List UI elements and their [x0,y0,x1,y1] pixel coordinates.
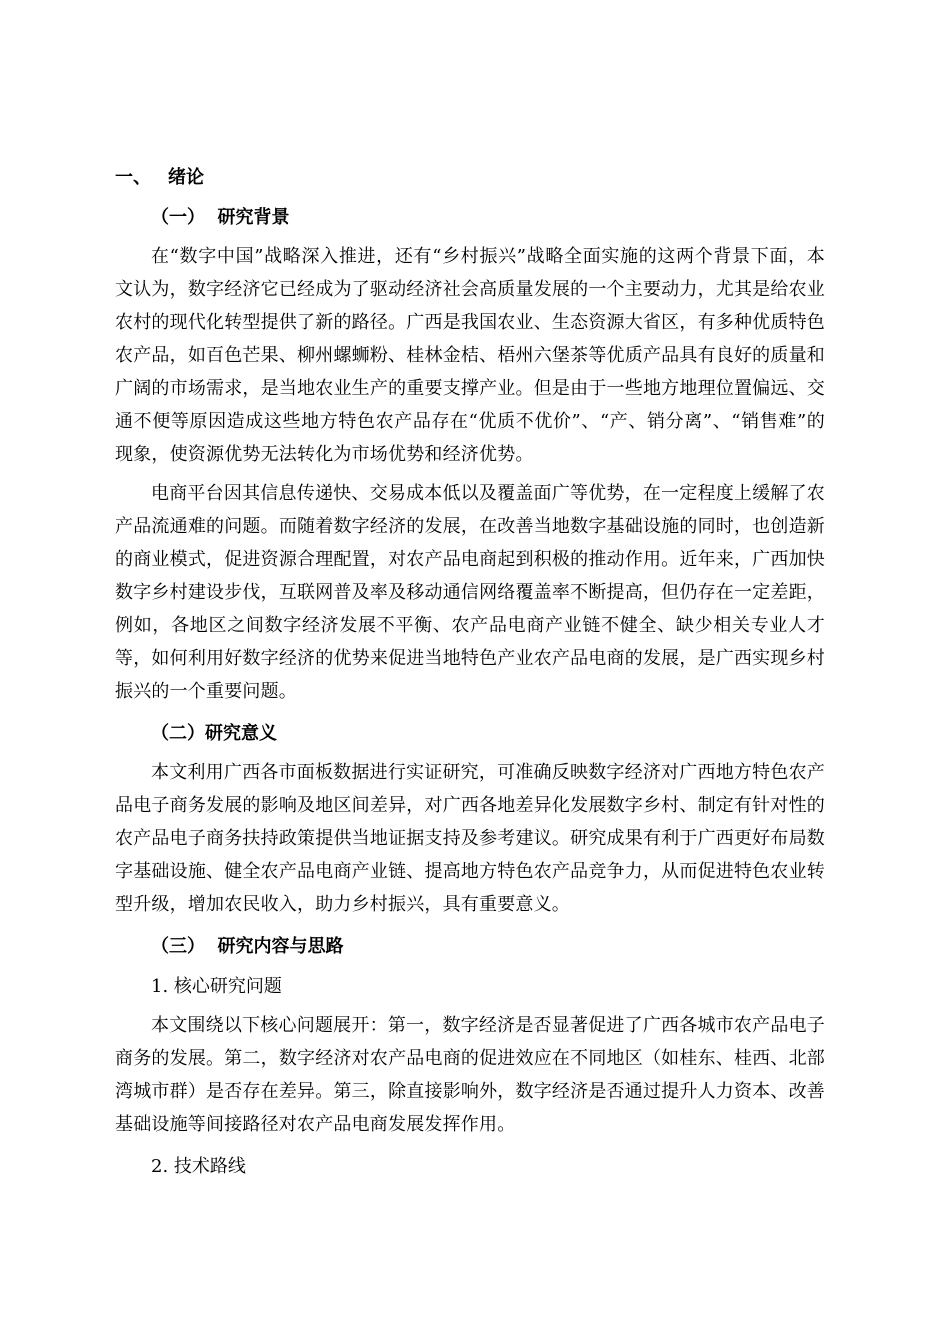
section-heading-background [151,200,825,236]
paragraph-background-2: 电商平台因其信息传递快、交易成本低以及覆盖面广等优势，在一定程度上缓解了农产品流通难的问题。而随着数字经济的发展，在改善当地数字基础设施的同时，也创造新的商业模式，促进资源合理配置，对农产品电商起到积极的推动作用。近年来，广西加快数字乡村建设步伐，互联网普及率及移动通信网络覆盖率不断提高，但仍存在一定差距，例如，各地区之间数字经济发展不平衡、农产品电商产业链不健全、缺少相关专业人才等，如何利用好数字经济的优势来促进当地特色产业农产品电商的发展，是广西实现乡村振兴的一个重要问题。 [115,483,825,702]
section-number: （三） [151,936,205,957]
section-heading-significance [151,716,825,752]
section-number: （一） [151,207,205,228]
paragraph-core-questions: 本文围绕以下核心问题展开：第一，数字经济是否显著促进了广西各城市农产品电子商务的发展。第二，数字经济对农产品电商的促进效应在不同地区（如桂东、桂西、北部湾城市群）是否存在差异。第三，除直接影响外，数字经济是否通过提升人力资本、改善基础设施等间接路径对农产品电商发展发挥作用。 [115,1015,825,1135]
section-title: （二）研究意义 [151,723,277,744]
chapter-heading [115,160,825,196]
subsection-heading-core-questions: 1. 核心研究问题 [151,976,282,997]
document-body [115,160,825,1189]
chapter-number: 一、 [115,167,151,188]
paragraph-significance: 本文利用广西各市面板数据进行实证研究，可准确反映数字经济对广西地方特色农产品电子商务发展的影响及地区间差异，对广西各地差异化发展数字乡村、制定有针对性的农产品电子商务扶持政策提供当地证据支持及参考建议。研究成果有利于广西更好布局数字基础设施、健全农产品电商产业链、提高地方特色农产品竞争力，从而促进特色农业转型升级，增加农民收入，助力乡村振兴，具有重要意义。 [115,762,825,915]
subsection-heading-technical-route: 2. 技术路线 [151,1156,246,1177]
chapter-title: 绪论 [168,167,204,188]
section-title: 研究背景 [217,207,290,228]
section-title: 研究内容与思路 [217,936,344,957]
section-heading-content [151,929,825,965]
paragraph-background-1: 在“数字中国”战略深入推进，还有“乡村振兴”战略全面实施的这两个背景下面，本文认为，数字经济它已经成为了驱动经济社会高质量发展的一个主要动力，尤其是给农业农村的现代化转型提供了新的路径。广西是我国农业、生态资源大省区，有多种优质特色农产品，如百色芒果、柳州螺蛳粉、桂林金桔、梧州六堡茶等优质产品具有良好的质量和广阔的市场需求，是当地农业生产的重要支撑产业。但是由于一些地方地理位置偏远、交通不便等原因造成这些地方特色农产品存在“优质不优价”、“产、销分离”、“销售难”的现象，使资源优势无法转化为市场优势和经济优势。 [115,246,825,465]
